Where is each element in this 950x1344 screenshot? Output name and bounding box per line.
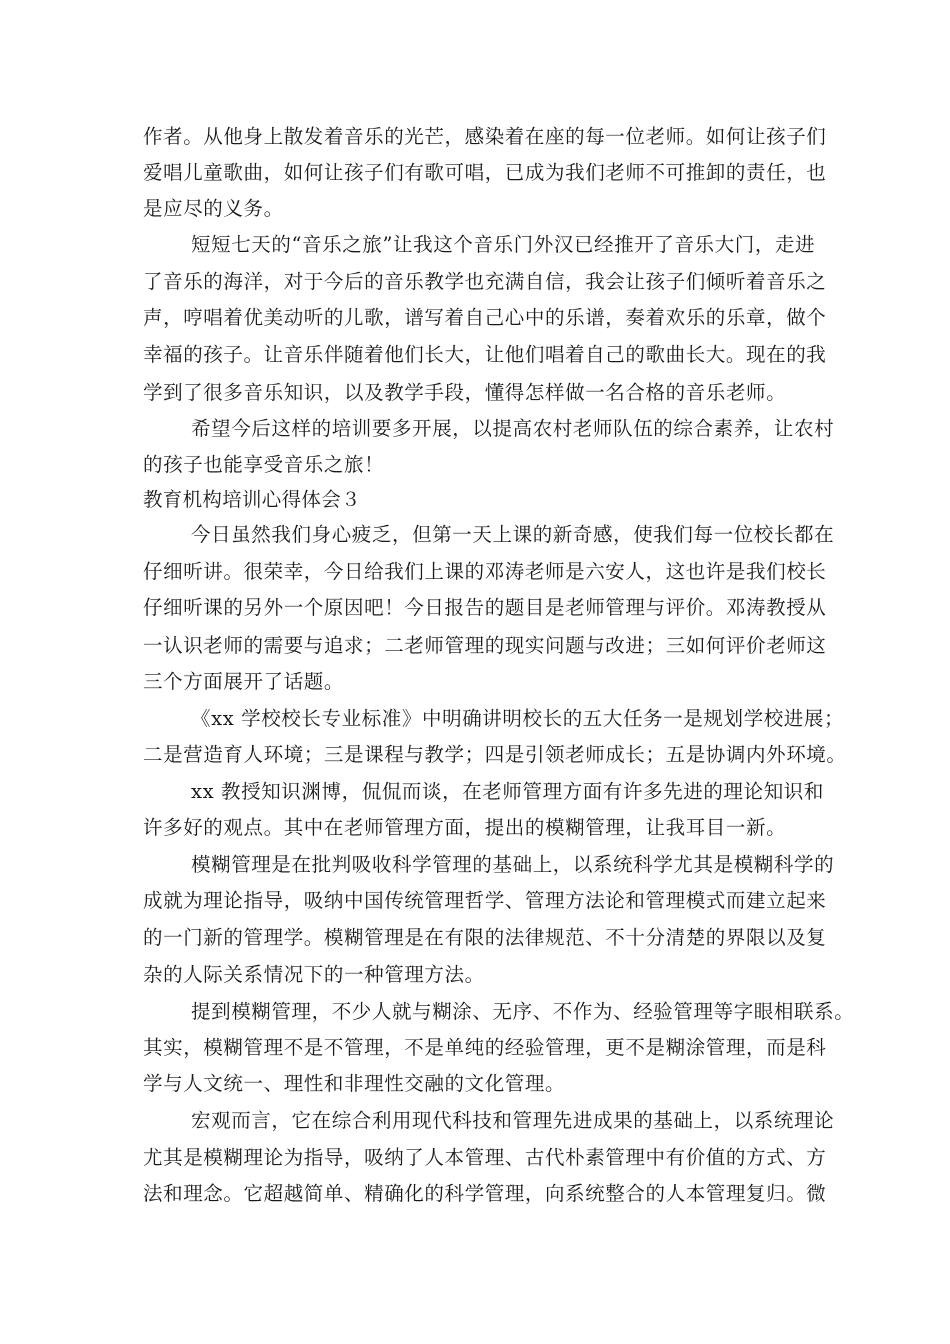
paragraph-8-line-3: 学与人文统一、理性和非理性交融的文化管理。	[143, 1072, 566, 1095]
paragraph-7-line-2: 成就为理论指导，吸纳中国传统管理哲学、管理方法论和管理模式而建立起来	[143, 889, 827, 912]
paragraph-5-line-2: 二是营造育人环境；三是课程与教学；四是引领老师成长；五是协调内外环境。	[143, 743, 847, 766]
paragraph-8-line-1: 提到模糊管理，不少人就与糊涂、无序、不作为、经验管理等字眼相联系。	[191, 1000, 855, 1023]
paragraph-9-line-1: 宏观而言，它在综合利用现代科技和管理先进成果的基础上，以系统理论	[191, 1109, 835, 1132]
paragraph-9-line-2: 尤其是模糊理论为指导，吸纳了人本管理、古代朴素管理中有价值的方式、方	[143, 1146, 827, 1169]
paragraph-6-line-2: 许多好的观点。其中在老师管理方面，提出的模糊管理，让我耳目一新。	[143, 816, 787, 839]
paragraph-4-line-5: 三个方面展开了话题。	[143, 670, 345, 693]
paragraph-8-line-2: 其实，模糊管理不是不管理，不是单纯的经验管理，更不是糊涂管理，而是科	[143, 1036, 827, 1059]
paragraph-1-line-1: 作者。从他身上散发着音乐的光芒，感染着在座的每一位老师。如何让孩子们	[143, 125, 827, 148]
paragraph-3-line-1: 希望今后这样的培训要多开展，以提高农村老师队伍的综合素养，让农村	[191, 417, 835, 440]
paragraph-9-line-3: 法和理念。它超越简单、精确化的科学管理，向系统整合的人本管理复归。微	[143, 1182, 827, 1205]
paragraph-2-line-3: 声，哼唱着优美动听的儿歌，谱写着自己心中的乐谱，奏着欢乐的乐章，做个	[143, 306, 827, 329]
paragraph-6-line-1: xx 教授知识渊博，侃侃而谈，在老师管理方面有许多先进的理论知识和	[191, 780, 824, 803]
paragraph-3-line-2: 的孩子也能享受音乐之旅！	[143, 453, 385, 476]
paragraph-7-line-1: 模糊管理是在批判吸收科学管理的基础上，以系统科学尤其是模糊科学的	[191, 853, 835, 876]
paragraph-5-line-1: 《xx 学校校长专业标准》中明确讲明校长的五大任务一是规划学校进展；	[191, 707, 845, 730]
paragraph-4-line-4: 一认识老师的需要与追求；二老师管理的现实问题与改进；三如何评价老师这	[143, 634, 827, 657]
paragraph-2-line-1: 短短七天的“音乐之旅”让我这个音乐门外汉已经推开了音乐大门，走进	[191, 233, 816, 256]
paragraph-4-line-3: 仔细听课的另外一个原因吧！今日报告的题目是老师管理与评价。邓涛教授从	[143, 596, 827, 619]
paragraph-2-line-5: 学到了很多音乐知识，以及教学手段，懂得怎样做一名合格的音乐老师。	[143, 381, 787, 404]
paragraph-2-line-2: 了音乐的海洋，对于今后的音乐教学也充满自信，我会让孩子们倾听着音乐之	[143, 270, 827, 293]
paragraph-1-line-3: 是应尽的义务。	[143, 197, 284, 220]
paragraph-4-line-2: 仔细听讲。很荣幸，今日给我们上课的邓涛老师是六安人，这也许是我们校长	[143, 560, 827, 583]
paragraph-7-line-3: 的一门新的管理学。模糊管理是在有限的法律规范、不十分清楚的界限以及复	[143, 926, 827, 949]
paragraph-4-line-1: 今日虽然我们身心疲乏，但第一天上课的新奇感，使我们每一位校长都在	[191, 523, 835, 546]
paragraph-2-line-4: 幸福的孩子。让音乐伴随着他们长大，让他们唱着自己的歌曲长大。现在的我	[143, 343, 827, 366]
paragraph-1-line-2: 爱唱儿童歌曲，如何让孩子们有歌可唱，已成为我们老师不可推卸的责任，也	[143, 161, 827, 184]
paragraph-7-line-4: 杂的人际关系情况下的一种管理方法。	[143, 963, 485, 986]
section-heading: 教育机构培训心得体会３	[143, 488, 361, 511]
